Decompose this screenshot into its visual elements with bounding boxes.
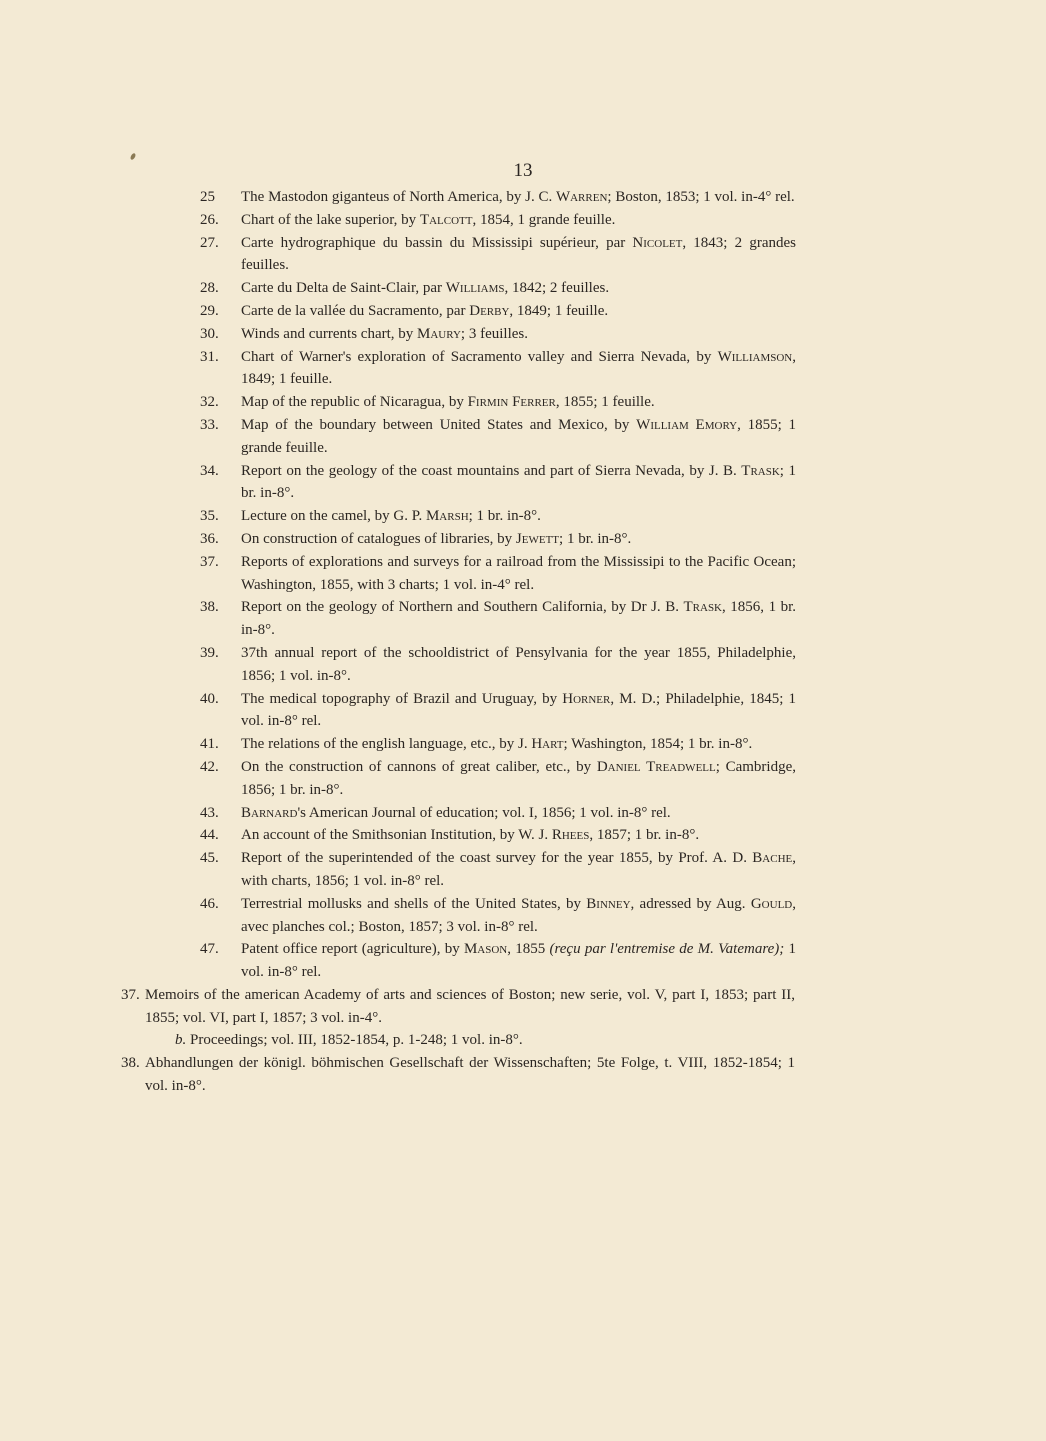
entry-text: , M. D.; Philadelphie, 1845; 1 vol. in-8° rel. — [241, 690, 796, 730]
entry-sub-label: b. — [175, 1032, 187, 1049]
entry-number: 42. — [200, 758, 219, 775]
list-item — [200, 893, 796, 939]
entry-text: 1 vol. in-8° rel. — [241, 941, 797, 981]
list-item — [121, 984, 795, 1030]
entry-text: Memoirs of the american Academy of arts and sciences of Boston; new serie, vol. V, part I, 1853; part II, 1855; vol. VI, part I, 1857; 3 vol. in-4°. — [145, 986, 795, 1026]
list-item — [200, 847, 796, 893]
entry-text: ; 3 feuilles. — [460, 325, 528, 342]
list-item — [121, 1052, 795, 1098]
entry-number: 32. — [200, 394, 219, 411]
entry-text: , with charts, 1856; 1 vol. in-8° rel. — [241, 850, 796, 889]
list-item — [200, 505, 796, 528]
entry-text: , 1856, 1 br. in-8°. — [241, 599, 797, 639]
list-item — [200, 642, 796, 688]
list-item — [200, 551, 796, 597]
entry-text: Map of the boundary between United States and Mexico, by — [241, 416, 637, 433]
list-item — [200, 209, 796, 232]
entry-text: , 1855; 1 feuille. — [555, 394, 655, 411]
entry-text: , 1854, 1 grande feuille. — [472, 211, 616, 228]
author-name: Maury — [417, 325, 461, 342]
entry-text: The medical topography of Brazil and Uruguay, by — [241, 690, 563, 707]
entry-number: 33. — [200, 416, 219, 433]
author-name: Daniel Treadwell — [596, 758, 716, 775]
entry-text: Report of the superintended of the coast survey for the year 1855, by Prof. A. D. — [241, 850, 753, 867]
author-name: William Emory — [636, 416, 738, 433]
author-name: Warren — [555, 189, 608, 205]
author-name: Mason — [463, 941, 508, 958]
entry-number: 25 — [200, 189, 215, 205]
entry-number: 27. — [200, 234, 219, 251]
list-item — [200, 323, 796, 346]
entry-number: 37. — [200, 553, 219, 570]
entry-number: 30. — [200, 325, 219, 342]
author-name: Talcott — [419, 211, 473, 228]
italic-note: (reçu par l'entremise de M. Vatemare); — [549, 941, 785, 958]
entry-text: Reports of explorations and surveys for a railroad from the Mississipi to the Pacific Ocean; Washington, 1855, with 3 charts; 1 vol. in-4° rel. — [241, 553, 796, 593]
author-name: Gould — [750, 895, 793, 912]
entry-text: , 1855; 1 grande feuille. — [241, 416, 797, 456]
entry-number: 36. — [200, 530, 219, 547]
entry-number: 43. — [200, 804, 219, 821]
list-item — [200, 688, 796, 734]
entry-text: Chart of Warner's exploration of Sacramento valley and Sierra Nevada, by — [241, 348, 718, 365]
author-name: Marsh — [425, 508, 469, 525]
entry-number: 37. — [121, 986, 140, 1003]
author-name: Horner — [562, 690, 611, 707]
entry-text: Map of the republic of Nicaragua, by — [241, 394, 468, 411]
author-name: Firmin Ferrer — [467, 394, 556, 411]
author-name: Trask — [741, 462, 780, 479]
entry-text: Abhandlungen der königl. böhmischen Gesellschaft der Wissenschaften; 5te Folge, t. VIII, 1852-1854; 1 vol. in-8°. — [145, 1055, 795, 1095]
entry-text: ; 1 br. in-8°. — [468, 508, 541, 525]
list-item — [200, 938, 797, 984]
list-item — [200, 733, 796, 756]
entry-text: On construction of catalogues of libraries, by — [241, 530, 516, 547]
entry-text: , 1849; 1 feuille. — [509, 302, 609, 319]
page-number: 13 — [513, 160, 533, 181]
author-name: Nicolet — [632, 234, 683, 251]
list-item — [200, 232, 796, 278]
entry-text: Winds and currents chart, by — [241, 325, 418, 342]
list-item — [200, 802, 796, 825]
entry-text: Lecture on the camel, by G. P. — [241, 508, 426, 525]
entry-text: Report on the geology of Northern and Southern California, by Dr J. B. — [241, 599, 684, 616]
entry-text: , 1855 — [507, 941, 550, 958]
list-item — [200, 824, 796, 847]
author-name: Williamson — [717, 348, 793, 365]
entry-text: , adressed by Aug. — [630, 895, 751, 912]
list-item — [200, 756, 796, 802]
entry-text: Carte de la vallée du Sacramento, par — [241, 302, 470, 319]
list-item — [200, 460, 796, 506]
entry-number: 47. — [200, 941, 219, 958]
author-name: Jewett — [515, 530, 560, 547]
list-item — [200, 596, 797, 642]
entry-text: , 1842; 2 feuilles. — [504, 280, 610, 297]
list-item — [200, 528, 796, 551]
entry-text: Proceedings; vol. III, 1852-1854, p. 1-248; 1 vol. in-8°. — [186, 1032, 523, 1049]
author-name: Binney — [586, 895, 631, 912]
author-name: Trask — [683, 599, 723, 616]
entry-number: 46. — [200, 895, 219, 912]
entry-text: ; Cambridge, 1856; 1 br. in-8°. — [241, 758, 796, 798]
entry-number: 34. — [200, 462, 219, 479]
entry-text: 37th annual report of the schooldistrict of Pensylvania for the year 1855, Philadelphie, 1856; 1 vol. in-8°. — [241, 644, 796, 684]
entry-text: Terrestrial mollusks and shells of the United States, by — [241, 895, 587, 912]
list-item — [200, 391, 796, 414]
entry-text: Chart of the lake superior, by — [241, 211, 420, 228]
entry-text: The relations of the english language, etc., by J. — [241, 736, 532, 753]
entry-number: 45. — [200, 850, 219, 867]
author-name: Hart — [531, 736, 564, 753]
author-name: Rhees — [551, 827, 590, 844]
entry-text: , 1843; 2 grandes feuilles. — [241, 234, 796, 274]
list-item — [175, 1029, 795, 1052]
author-name: Bache — [752, 850, 793, 867]
entry-number: 40. — [200, 690, 219, 707]
entry-number: 29. — [200, 302, 219, 319]
entry-text: ; Boston, 1853; 1 vol. in-4° rel. — [607, 189, 795, 205]
entry-text: ; Washington, 1854; 1 br. in-8°. — [563, 736, 753, 753]
entry-list — [0, 186, 1046, 1098]
entry-text: ; 1 br. in-8°. — [241, 462, 796, 502]
entry-text: Carte hydrographique du bassin du Mississipi supérieur, par — [241, 234, 633, 251]
author-name: Williams — [445, 280, 505, 297]
entry-number: 38. — [121, 1055, 140, 1072]
entry-number: 35. — [200, 508, 219, 525]
entry-number: 39. — [200, 644, 219, 661]
entry-text: ; 1 br. in-8°. — [559, 530, 632, 547]
entry-text: , avec planches col.; Boston, 1857; 3 vol. in-8° rel. — [241, 895, 796, 935]
entry-number: 31. — [200, 348, 219, 365]
entry-number: 26. — [200, 211, 219, 228]
author-name: Derby — [469, 302, 510, 319]
list-item — [200, 414, 797, 460]
list-item — [200, 186, 796, 209]
list-item — [200, 277, 796, 300]
entry-text: 's American Journal of education; vol. I, 1856; 1 vol. in-8° rel. — [297, 804, 671, 821]
entry-number: 28. — [200, 280, 219, 297]
entry-number: 38. — [200, 599, 219, 616]
entry-number: 41. — [200, 736, 219, 753]
entry-text: , 1857; 1 br. in-8°. — [589, 827, 700, 844]
entry-text: Carte du Delta de Saint-Clair, par — [241, 280, 446, 297]
entry-text: Report on the geology of the coast mountains and part of Sierra Nevada, by J. B. — [241, 462, 742, 479]
entry-number: 44. — [200, 827, 219, 844]
entry-text: The Mastodon giganteus of North America, by J. C. — [241, 189, 556, 205]
entry-text: On the construction of cannons of great caliber, etc., by — [241, 758, 597, 775]
entry-text: , 1849; 1 feuille. — [241, 348, 796, 388]
entry-text: Patent office report (agriculture), by — [241, 941, 464, 958]
list-item — [200, 300, 796, 323]
entry-text: An account of the Smithsonian Institution, by W. J. — [241, 827, 552, 844]
author-name: Barnard — [241, 804, 298, 821]
list-item — [200, 346, 796, 392]
